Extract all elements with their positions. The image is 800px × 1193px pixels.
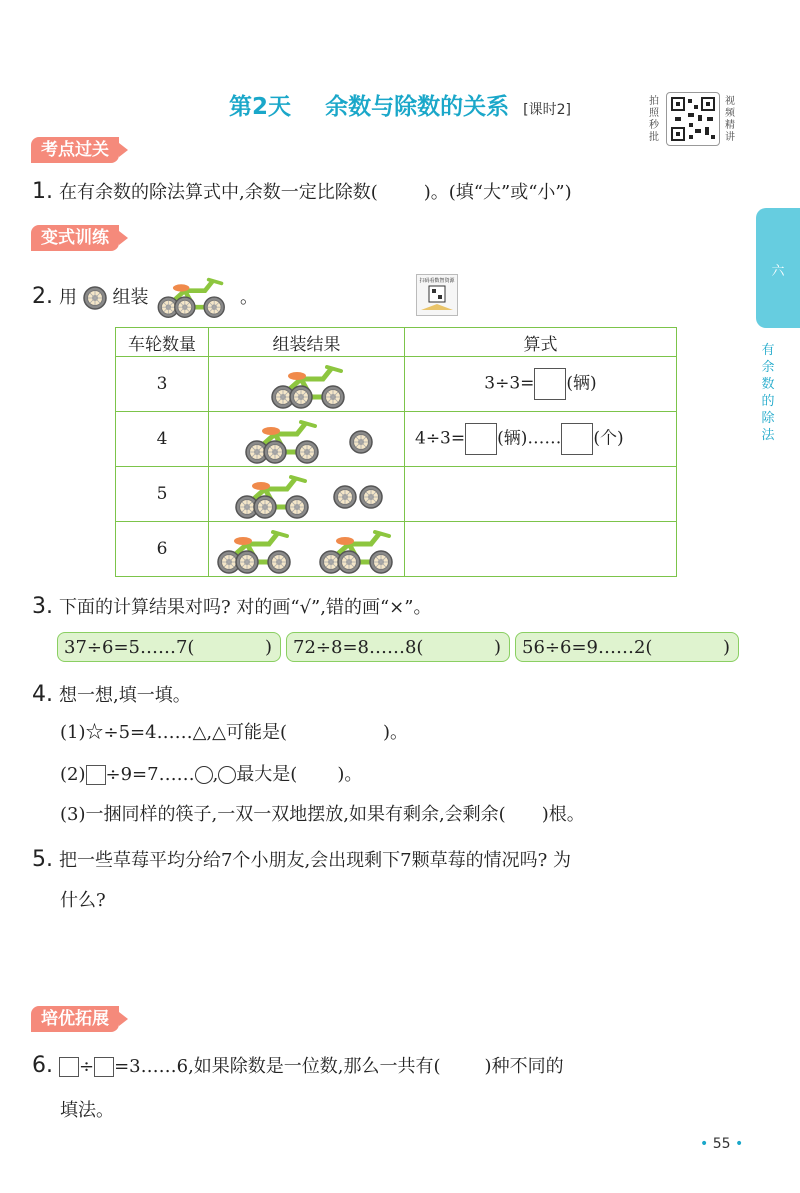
bike-group-icon xyxy=(209,522,404,576)
header-wheel-count: 车轮数量 xyxy=(116,328,209,357)
answer-box[interactable] xyxy=(561,423,593,455)
question-4-part-3: (3)一捆同样的筷子,一双一双地摆放,如果有剩余,会剩余( )根。 xyxy=(60,804,585,825)
square-symbol xyxy=(86,765,106,785)
square-symbol xyxy=(94,1057,114,1077)
empty-answer-cell[interactable] xyxy=(405,467,677,522)
qr-code-icon[interactable] xyxy=(666,92,720,146)
table-row: 3 3÷3= (辆) xyxy=(116,357,677,412)
resource-qr-icon[interactable]: 扫码看数智资源 xyxy=(416,274,458,316)
empty-answer-cell[interactable] xyxy=(405,522,677,577)
table-row: 5 xyxy=(116,467,677,522)
question-1: 1. 在有余数的除法算式中,余数一定比除数( )。(填“大”或“小”) xyxy=(32,179,572,204)
square-symbol xyxy=(59,1057,79,1077)
wheel-icon xyxy=(83,286,107,310)
section-tag-advanced: 培优拓展 xyxy=(31,1006,119,1032)
header-result: 组装结果 xyxy=(209,328,405,357)
chapter-tab[interactable]: 六 xyxy=(756,208,800,328)
assembly-table xyxy=(115,327,677,577)
judge-item[interactable]: 72÷8=8……8( ) xyxy=(286,632,510,662)
bike-group-icon xyxy=(209,467,404,521)
header-equation: 算式 xyxy=(405,328,677,357)
page-number: • 55 • xyxy=(700,1136,744,1152)
question-4-part-1: (1)☆÷5=4……△,△可能是( )。 xyxy=(60,722,409,743)
chapter-title: 有 余 数 的 除 法 xyxy=(761,343,775,443)
question-5: 5. 把一些草莓平均分给7个小朋友,会出现剩下7颗草莓的情况吗? 为 什么? xyxy=(32,847,571,911)
lesson-label: [课时2] xyxy=(523,102,571,118)
bike-group-icon xyxy=(209,357,404,411)
qr-caption-right: 视 频 精 讲 xyxy=(725,96,735,143)
question-4: 4. 想一想,填一填。 xyxy=(32,682,191,707)
question-4-part-2: (2) ÷9=7…… , 最大是( )。 xyxy=(60,764,363,785)
answer-box[interactable] xyxy=(465,423,497,455)
bike-group-icon xyxy=(209,412,404,466)
title-text: 余数与除数的关系 xyxy=(325,94,510,120)
question-2: 2. 用 组装 。 xyxy=(32,276,258,320)
section-tag-basic: 考点过关 xyxy=(31,137,119,163)
table-row: 6 xyxy=(116,522,677,577)
circle-symbol xyxy=(195,766,213,784)
question-3: 3. 下面的计算结果对吗? 对的画“√”,错的画“×”。 xyxy=(32,594,432,619)
question-6: 6. ÷ =3……6,如果除数是一位数,那么一共有( )种不同的 填法。 xyxy=(32,1053,564,1121)
circle-symbol xyxy=(218,766,236,784)
answer-box[interactable] xyxy=(534,368,566,400)
judge-item[interactable]: 56÷6=9……2( ) xyxy=(515,632,739,662)
table-row: 4 4÷3= (辆)…… (个) xyxy=(116,412,677,467)
qr-caption-left: 拍 照 秒 批 xyxy=(649,96,659,143)
bike-icon xyxy=(154,276,234,320)
title-day: 第2天 xyxy=(229,94,292,120)
judge-item[interactable]: 37÷6=5……7( ) xyxy=(57,632,281,662)
section-tag-variation: 变式训练 xyxy=(31,225,119,251)
